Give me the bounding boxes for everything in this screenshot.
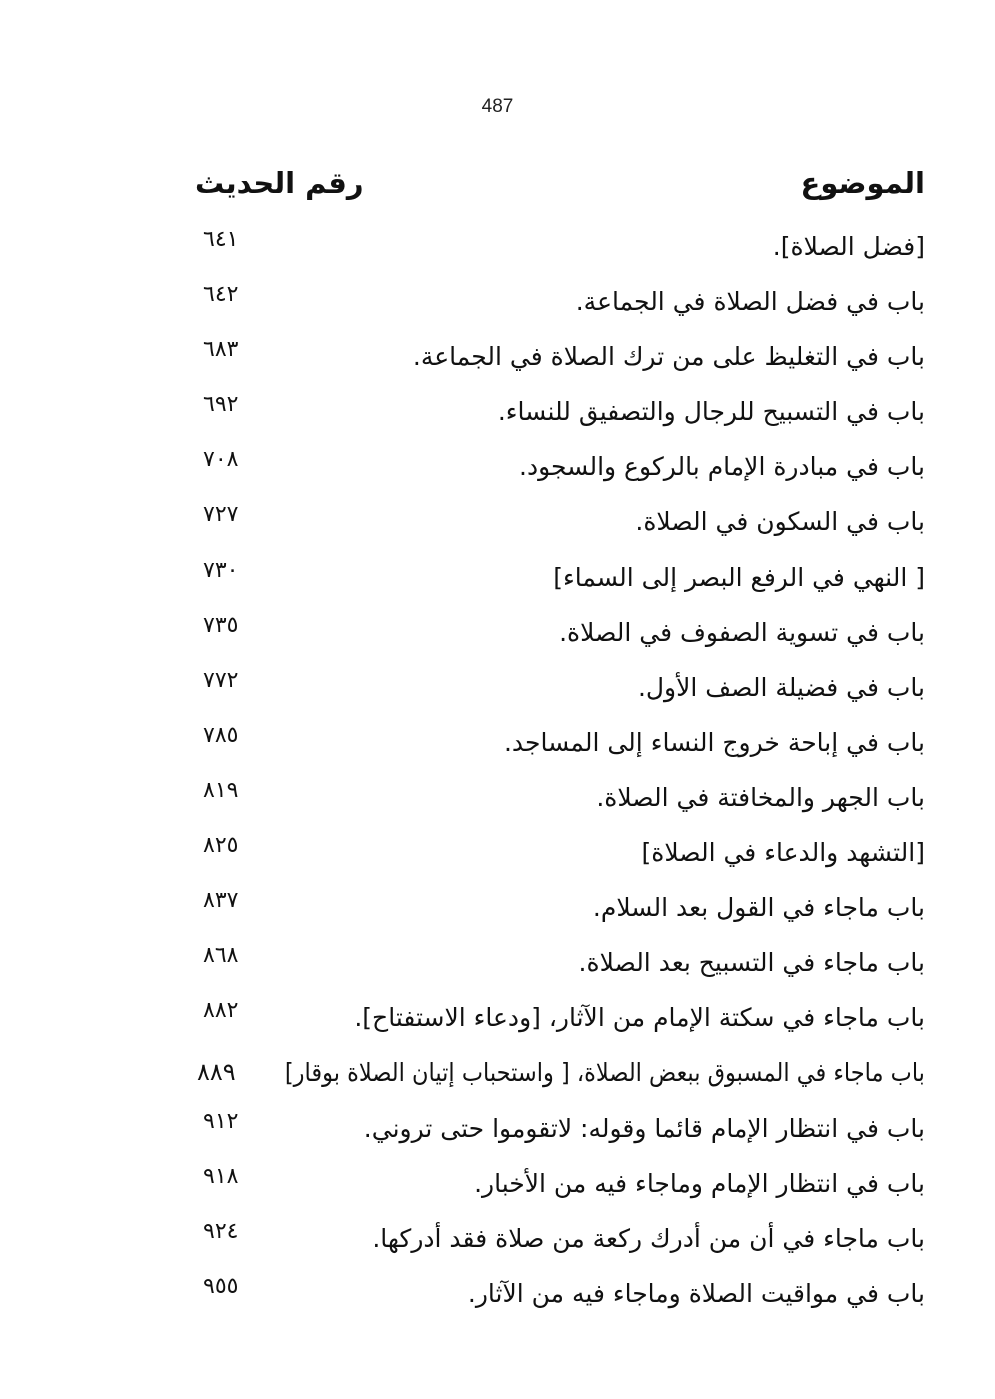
entry-title: باب ماجاء في التسبيح بعد الصلاة. (578, 948, 925, 978)
contents-list (195, 222, 925, 1324)
entry-title: [ النهي في الرفع البصر إلى السماء] (553, 562, 925, 592)
list-item (195, 1048, 925, 1103)
entry-number: ٦٤١ (203, 227, 239, 252)
entry-title: باب الجهر والمخافتة في الصلاة. (596, 782, 925, 812)
list-item (195, 332, 925, 387)
entry-number: ٧٠٨ (203, 447, 239, 473)
entry-number: ٧٣٥ (203, 612, 239, 638)
hadith-number-column-header: رقم الحديث (195, 166, 364, 200)
entry-title: باب في انتظار الإمام وماجاء فيه من الأخبار. (474, 1168, 925, 1198)
entry-number: ٦٤٢ (203, 282, 239, 308)
entry-title: باب ماجاء في المسبوق ببعض الصلاة، [ واستحباب إتيان الصلاة بوقار] (284, 1058, 925, 1088)
entry-number: ٧٢٧ (203, 502, 239, 528)
entry-title: باب في تسوية الصفوف في الصلاة. (559, 617, 925, 647)
entry-title: باب في فضل الصلاة في الجماعة. (575, 287, 925, 317)
entry-number: ٨٦٨ (203, 943, 239, 969)
entry-number: ٨١٩ (203, 777, 239, 803)
entry-number: ٧٣٠ (203, 557, 239, 583)
list-item (195, 277, 925, 332)
entry-title: باب في التسبيح للرجال والتصفيق للنساء. (497, 397, 925, 427)
entry-number: ٨٢٥ (203, 833, 239, 859)
list-item (195, 1214, 925, 1269)
entry-title: باب في مبادرة الإمام بالركوع والسجود. (519, 452, 925, 482)
list-item (195, 497, 925, 552)
entry-title: باب في التغليظ على من ترك الصلاة في الجماعة. (412, 342, 925, 372)
entry-title: باب في فضيلة الصف الأول. (637, 672, 925, 702)
entry-title: باب في السكون في الصلاة. (635, 507, 925, 537)
entry-number: ٩١٢ (203, 1108, 239, 1134)
entry-number: ٦٨٣ (203, 337, 239, 363)
list-item (195, 1269, 925, 1324)
entry-title: باب ماجاء في القول بعد السلام. (592, 893, 925, 923)
entry-title: [التشهد والدعاء في الصلاة] (641, 838, 925, 868)
list-item (195, 938, 925, 993)
entry-number: ٧٨٥ (203, 722, 239, 748)
list-item (195, 553, 925, 608)
entry-number: ٩٢٤ (203, 1218, 239, 1244)
list-item (195, 663, 925, 718)
list-item (195, 718, 925, 773)
list-item (195, 1159, 925, 1214)
list-item (195, 608, 925, 663)
list-item (195, 993, 925, 1048)
entry-title: باب ماجاء في أن من أدرك ركعة من صلاة فقد أدركها. (372, 1223, 925, 1253)
entry-number: ٦٩٢ (203, 392, 239, 418)
entry-number: ٨٣٧ (203, 888, 239, 914)
entry-number: ٩٥٥ (203, 1273, 239, 1299)
list-item (195, 442, 925, 497)
entry-title: باب في مواقيت الصلاة وماجاء فيه من الآثار. (467, 1278, 925, 1308)
entry-title: [فضل الصلاة]. (772, 232, 925, 261)
entry-number: ٨٨٢ (203, 998, 239, 1024)
entry-number: ٩١٨ (203, 1163, 239, 1189)
entry-title: باب في إباحة خروج النساء إلى المساجد. (503, 727, 925, 757)
entry-number: ٨٨٩ (197, 1058, 236, 1087)
entry-title: باب ماجاء في سكتة الإمام من الآثار، [ودعاء الاستفتاح]. (354, 1003, 925, 1033)
list-item (195, 1104, 925, 1159)
list-item (195, 222, 925, 277)
list-item (195, 773, 925, 828)
entry-number: ٧٧٢ (203, 667, 239, 693)
list-item (195, 828, 925, 883)
table-header (195, 166, 925, 216)
entry-title: باب في انتظار الإمام قائما وقوله: لاتقوموا حتى تروني. (363, 1113, 925, 1143)
list-item (195, 387, 925, 442)
page-number: 487 (481, 96, 514, 117)
list-item (195, 883, 925, 938)
topic-column-header: الموضوع (800, 166, 925, 200)
